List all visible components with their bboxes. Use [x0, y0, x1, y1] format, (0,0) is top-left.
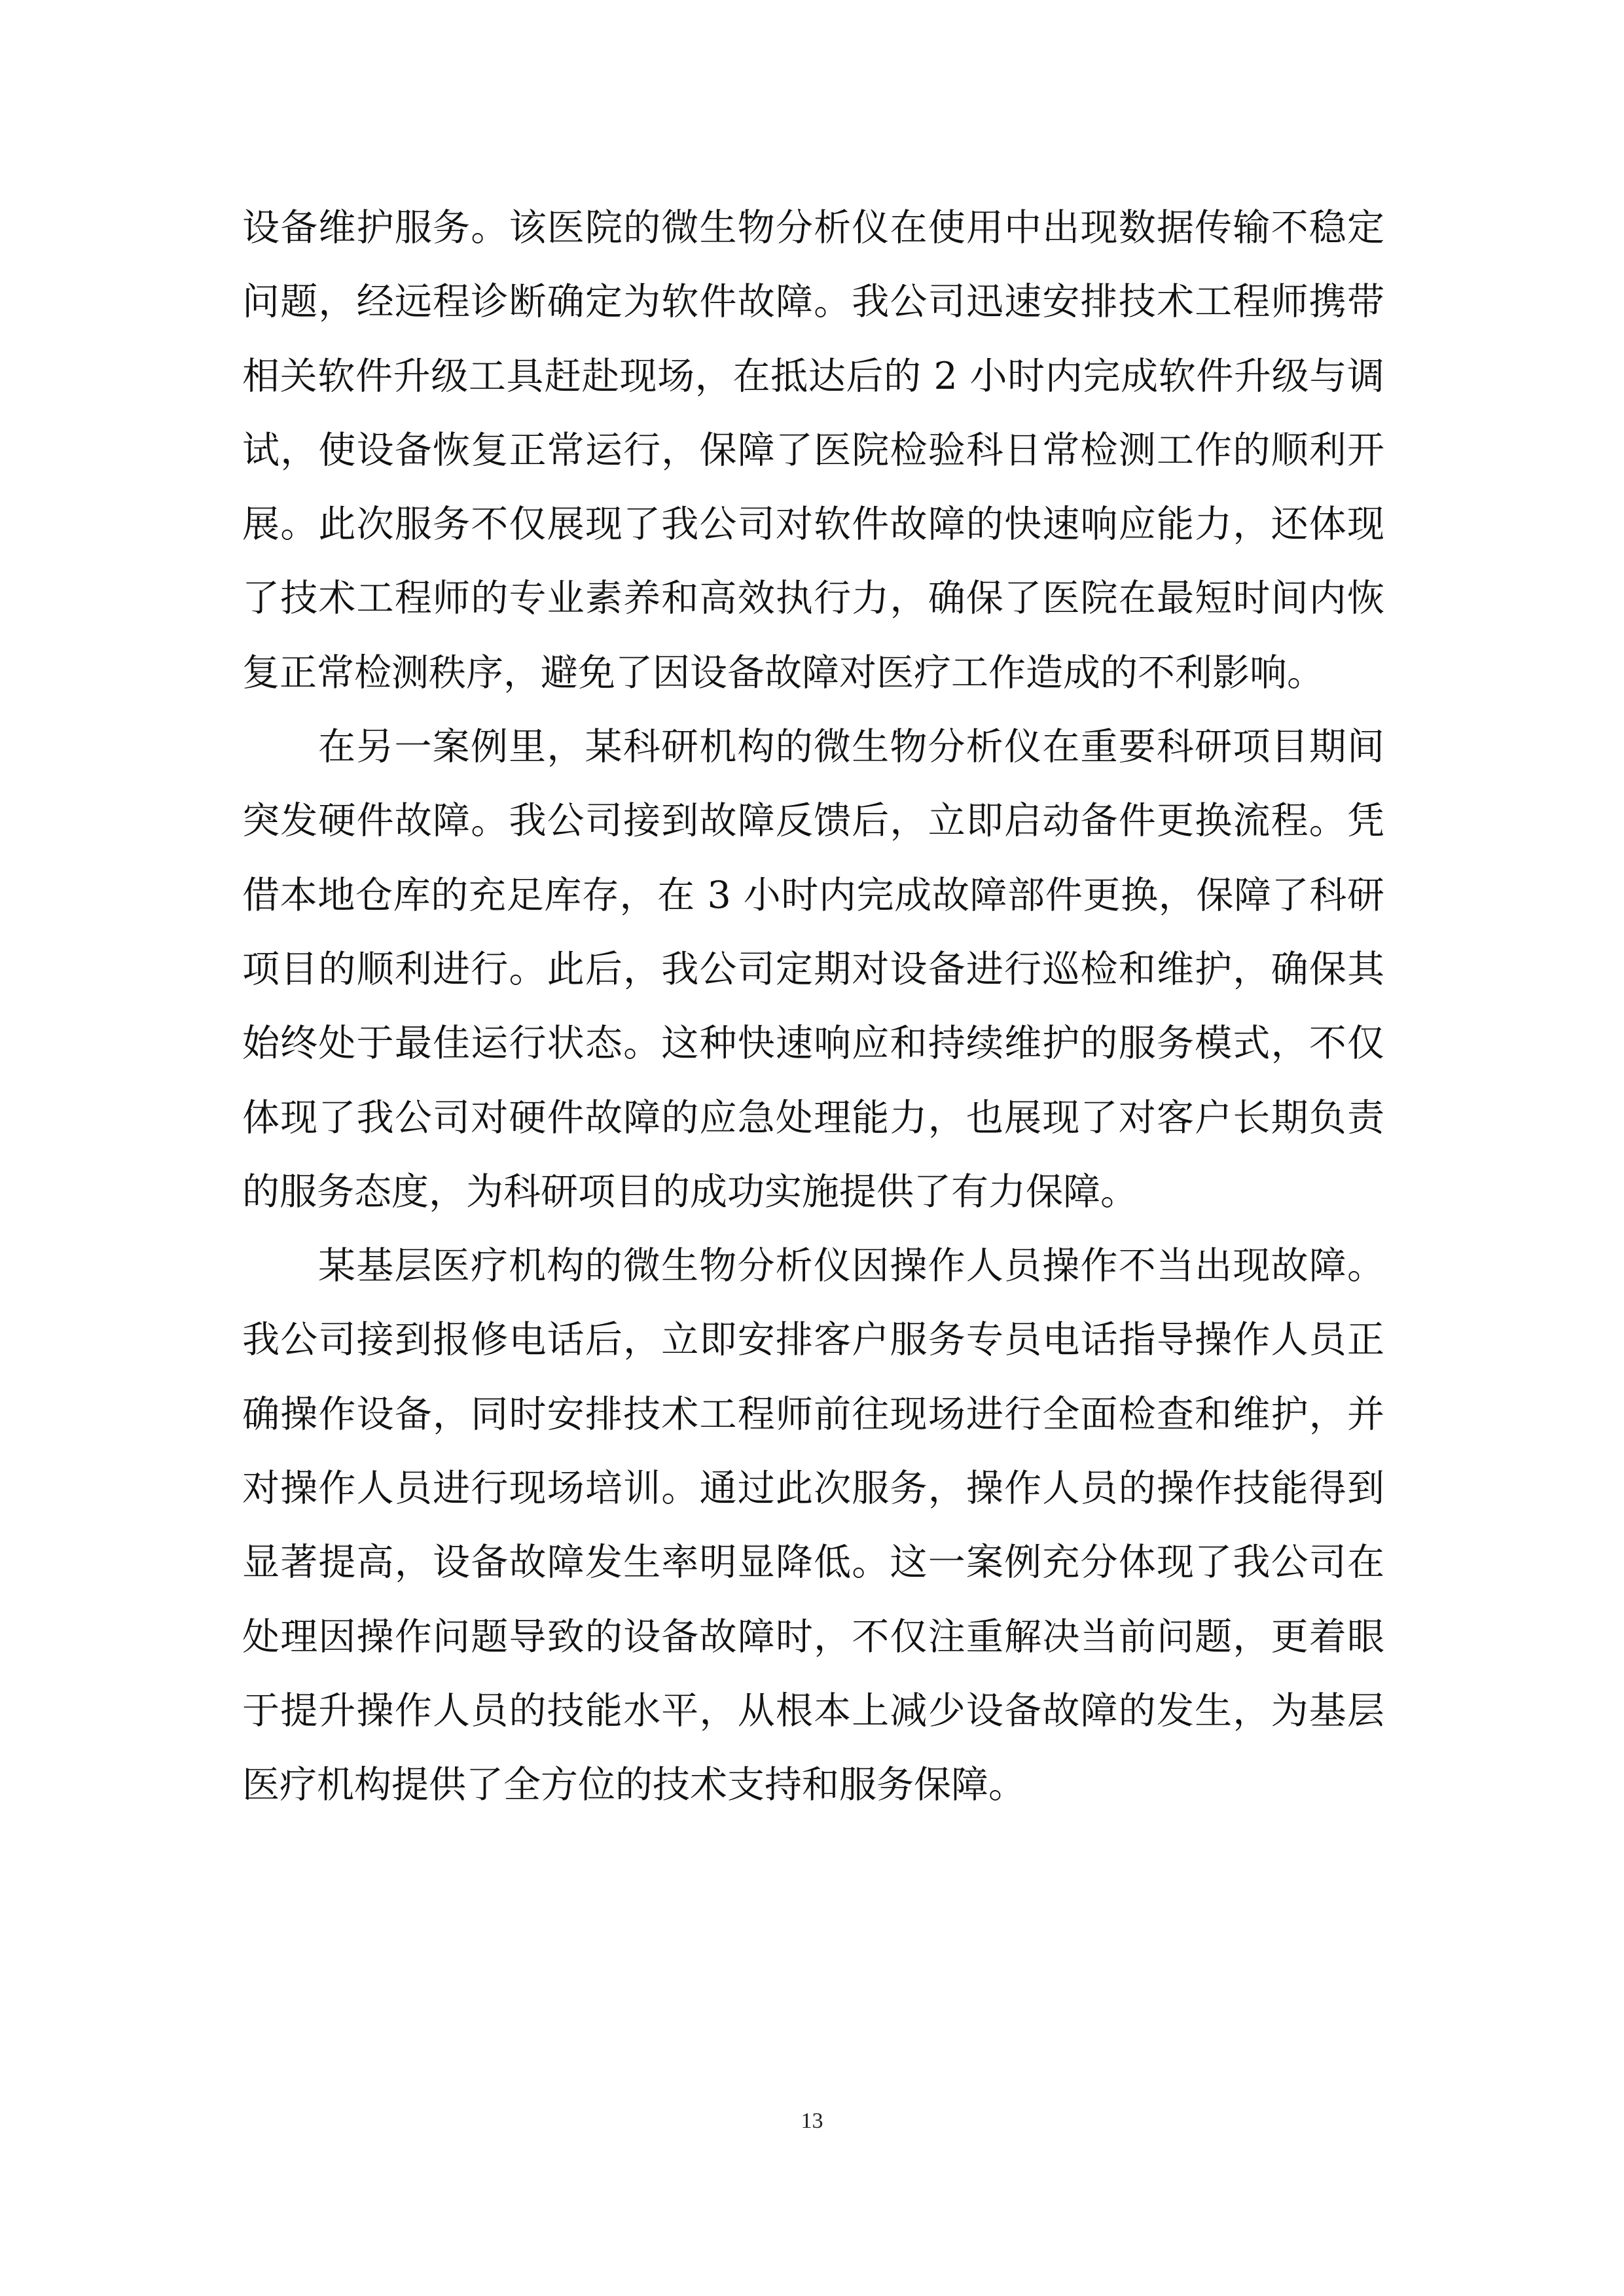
text-line: 在另一案例里，某科研机构的微生物分析仪在重要科研项目期间	[318, 725, 1384, 769]
paragraph-2	[242, 710, 1384, 1229]
text-line: 突发硬件故障。我公司接到故障反馈后，立即启动备件更换流程。凭	[242, 799, 1384, 843]
text-line: 体现了我公司对硬件故障的应急处理能力，也展现了对客户长期负责	[242, 1096, 1384, 1139]
text-line: 我公司接到报修电话后，立即安排客户服务专员电话指导操作人员正	[242, 1318, 1384, 1362]
text-line: 对操作人员进行现场培训。通过此次服务，操作人员的操作技能得到	[242, 1467, 1384, 1511]
text-line: 复正常检测秩序，避免了因设备故障对医疗工作造成的不利影响。	[242, 651, 1324, 694]
page-number: 13	[801, 2109, 823, 2133]
text-line: 借本地仓库的充足库存，在 3 小时内完成故障部件更换，保障了科研	[242, 873, 1384, 917]
text-line: 相关软件升级工具赶赴现场，在抵达后的 2 小时内完成软件升级与调	[242, 354, 1384, 398]
text-line: 显著提高，设备故障发生率明显降低。这一案例充分体现了我公司在	[242, 1541, 1384, 1585]
text-line: 于提升操作人员的技能水平，从根本上减少设备故障的发生，为基层	[242, 1689, 1384, 1732]
body-text	[242, 191, 1384, 1823]
text-line: 展。此次服务不仅展现了我公司对软件故障的快速响应能力，还体现	[242, 503, 1384, 547]
paragraph-1	[242, 191, 1384, 710]
text-line: 项目的顺利进行。此后，我公司定期对设备进行巡检和维护，确保其	[242, 947, 1384, 991]
text-line: 某基层医疗机构的微生物分析仪因操作人员操作不当出现故障。	[318, 1244, 1384, 1288]
text-line: 问题，经远程诊断确定为软件故障。我公司迅速安排技术工程师携带	[242, 280, 1384, 324]
text-line: 了技术工程师的专业素养和高效执行力，确保了医院在最短时间内恢	[242, 577, 1384, 620]
text-line: 确操作设备，同时安排技术工程师前往现场进行全面检查和维护，并	[242, 1392, 1384, 1436]
text-line: 处理因操作问题导致的设备故障时，不仅注重解决当前问题，更着眼	[242, 1615, 1384, 1659]
paragraph-3	[242, 1229, 1384, 1822]
text-line: 医疗机构提供了全方位的技术支持和服务保障。	[242, 1763, 1026, 1807]
text-line: 试，使设备恢复正常运行，保障了医院检验科日常检测工作的顺利开	[242, 428, 1384, 472]
text-line: 的服务态度，为科研项目的成功实施提供了有力保障。	[242, 1170, 1138, 1213]
text-line: 设备维护服务。该医院的微生物分析仪在使用中出现数据传输不稳定	[242, 206, 1384, 249]
text-line: 始终处于最佳运行状态。这种快速响应和持续维护的服务模式，不仅	[242, 1022, 1384, 1066]
